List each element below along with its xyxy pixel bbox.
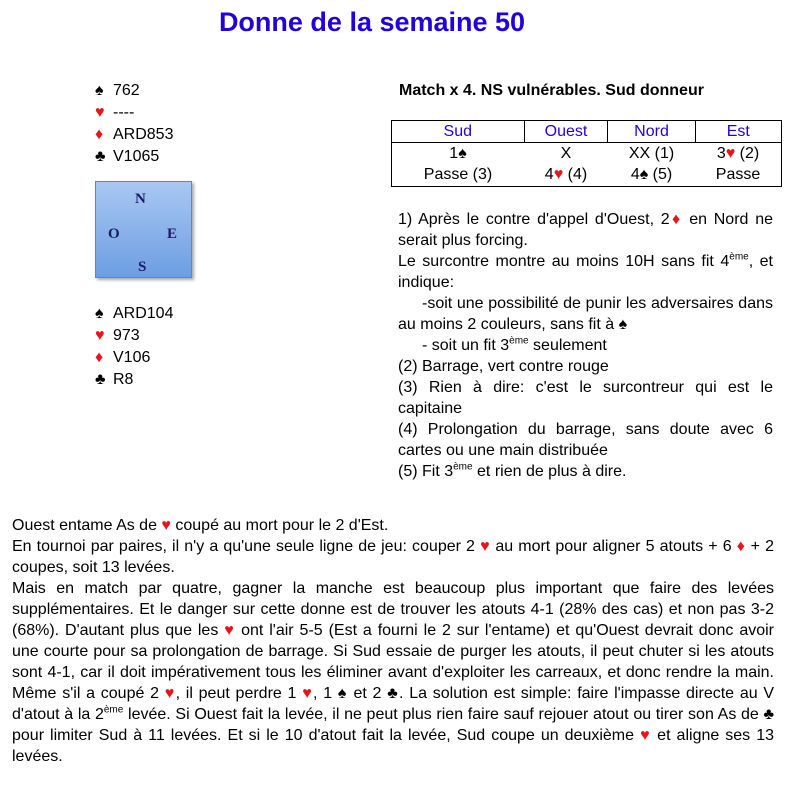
spade-icon: ♠ <box>618 316 628 333</box>
spade-icon: ♠ <box>337 685 348 702</box>
bid-cell: 1♠ <box>392 143 525 165</box>
compass-south: S <box>138 259 147 275</box>
note-4: - soit un fit 3ème seulement <box>422 335 607 354</box>
commentary-para-2: En tournoi par paires, il n'y a qu'une seule ligne de jeu: couper 2 ♥ au mort pour aligner 5 atouts + 6 ♦ + 2 coupes, soit 13 levées. <box>12 538 775 576</box>
diamond-icon: ♦ <box>95 126 104 143</box>
club-icon: ♣ <box>95 371 106 388</box>
spade-icon: ♠ <box>95 82 104 99</box>
north-diamonds: ARD853 <box>113 126 174 143</box>
heart-icon: ♥ <box>640 727 652 744</box>
bidding-notes <box>398 209 773 482</box>
south-diamonds: V106 <box>113 349 151 366</box>
heart-icon: ♥ <box>95 104 105 121</box>
header-nord: Nord <box>608 121 695 143</box>
note-6: (3) Rien à dire: c'est le surcontreur qui est le capitaine <box>398 379 773 417</box>
north-hearts: ---- <box>113 104 135 121</box>
club-icon: ♣ <box>387 685 400 702</box>
south-hearts: 973 <box>113 327 140 344</box>
club-icon: ♣ <box>95 148 106 165</box>
south-spades: ARD104 <box>113 305 174 322</box>
commentary <box>12 515 774 767</box>
note-7: (4) Prolongation du barrage, sans doute avec 6 cartes ou une main distribuée <box>398 421 773 459</box>
heart-icon: ♥ <box>224 622 236 639</box>
commentary-para-3: Mais en match par quatre, gagner la manche est beaucoup plus important que faire des levées supplémentaires. Et le danger sur cette donne est de trouver les atouts 4-1 (28% des cas) et non pas 3-2 (68%). D'autant plus que les ♥ ont l'air 5-5 (Est a fourni le 2 sur l'entame) et qu'Ouest devrait donc avoir une courte pour sa prolongation de barrage. Si Sud essaie de purger les atouts, il peut chuter si les atouts sont 4-1, car il doit impérativement tous les éliminer avant d'exploiter les carreaux, et donc rendre la main. Même s'il a coupé 2 ♥, il peut perdre 1 ♥, 1 ♠ et 2 ♣. La solution est simple: faire l'impasse directe au V d'atout à la 2ème levée. Si Ouest fait la levée, il ne peut plus rien faire sauf rejouer atout ou tirer son As de ♣ pour limiter Sud à 11 levées. Et si le 10 d'atout fait la levée, Sud coupe un deuxième ♥ et aligne ses 13 levées. <box>12 580 775 765</box>
heart-icon: ♥ <box>302 685 314 702</box>
diamond-icon: ♦ <box>669 211 683 228</box>
spade-icon: ♠ <box>639 166 649 184</box>
bid-cell: 4♠ (5) <box>608 165 695 187</box>
commentary-para-1: Ouest entame As de ♥ coupé au mort pour le 2 d'Est. <box>12 517 389 534</box>
north-hand <box>95 80 173 168</box>
note-8: (5) Fit 3ème et rien de plus à dire. <box>398 461 627 480</box>
compass-east: E <box>167 226 178 242</box>
header-ouest: Ouest <box>524 121 608 143</box>
bid-cell: X <box>560 144 572 162</box>
heart-icon: ♥ <box>725 144 736 162</box>
heart-icon: ♥ <box>161 517 171 534</box>
spade-icon: ♠ <box>95 305 104 322</box>
header-sud: Sud <box>392 121 525 143</box>
note-2: Le surcontre montre au moins 10H sans fit 4ème, et indique: <box>398 251 774 291</box>
match-title: Match x 4. NS vulnérables. Sud donneur <box>399 82 704 99</box>
header-est: Est <box>695 121 781 143</box>
south-hand <box>95 303 173 391</box>
heart-icon: ♥ <box>553 166 564 184</box>
bidding-table <box>391 120 782 187</box>
heart-icon: ♥ <box>480 538 491 555</box>
bidding-row <box>392 143 782 165</box>
bid-cell: 4♥ (4) <box>524 165 608 187</box>
note-3: -soit une possibilité de punir les adversaires dans au moins 2 couleurs, sans fit à ♠ <box>398 295 773 333</box>
diamond-icon: ♦ <box>95 349 104 366</box>
note-5: (2) Barrage, vert contre rouge <box>398 358 609 375</box>
spade-icon: ♠ <box>458 144 467 162</box>
north-spades: 762 <box>113 82 140 99</box>
club-icon: ♣ <box>763 706 775 723</box>
compass-west: O <box>108 226 120 242</box>
diamond-icon: ♦ <box>736 538 746 555</box>
heart-icon: ♥ <box>95 327 105 344</box>
heart-icon: ♥ <box>164 685 176 702</box>
bid-cell: XX (1) <box>628 144 675 162</box>
bidding-row <box>392 165 782 187</box>
south-clubs: R8 <box>113 371 134 388</box>
bid-cell: Passe (3) <box>392 165 525 187</box>
page-title: Donne de la semaine 50 <box>218 7 526 37</box>
compass-north: N <box>135 191 146 207</box>
bid-cell: 3♥ (2) <box>695 143 781 165</box>
north-clubs: V1065 <box>113 148 160 165</box>
compass-box <box>95 181 192 278</box>
bid-cell: Passe <box>695 165 781 187</box>
note-1: 1) Après le contre d'appel d'Ouest, 2♦ en Nord ne serait plus forcing. <box>398 211 773 249</box>
